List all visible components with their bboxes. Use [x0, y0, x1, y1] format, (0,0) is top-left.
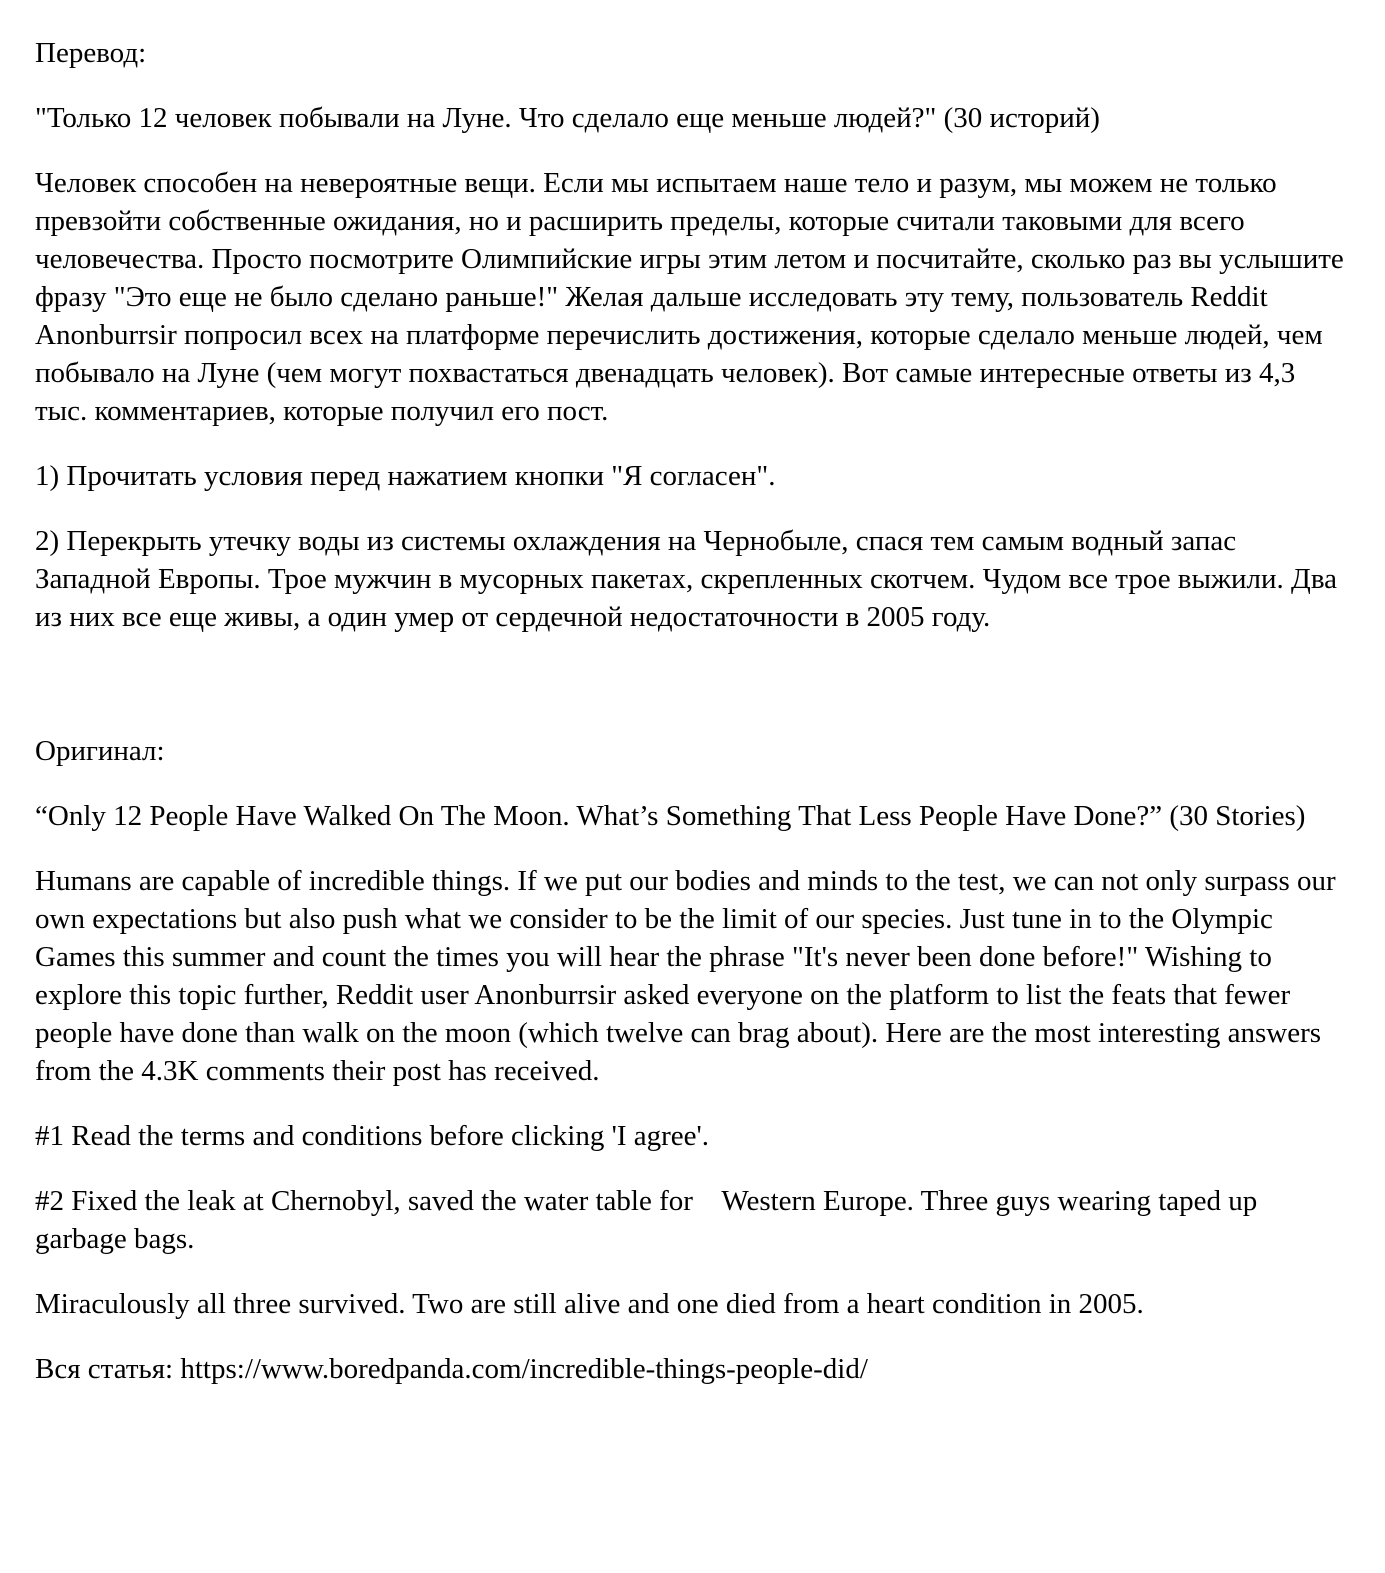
translation-list-item-1: 1) Прочитать условия перед нажатием кнопки "Я согласен".: [35, 460, 776, 492]
original-label: Оригинал:: [35, 735, 165, 767]
translation-body-paragraph: Человек способен на невероятные вещи. Если мы испытаем наше тело и разум, мы можем не только превзойти собственные ожидания, но и расширить пределы, которые считали таковыми для всего человечества. Просто посмотрите Олимпийские игры этим летом и посчитайте, сколько раз вы услышите фразу "Это еще не было сделано раньше!" Желая дальше исследовать эту тему, пользователь Reddit Anonburrsir попросил всех на платформе перечислить достижения, которые сделало меньше людей, чем побывало на Луне (чем могут похвастаться двенадцать человек). Вот самые интересные ответы из 4,3 тыс. комментариев, которые получил его пост.: [35, 167, 1352, 427]
translation-list-item-2: 2) Перекрыть утечку воды из системы охлаждения на Чернобыле, спася тем самым водный запас Западной Европы. Трое мужчин в мусорных пакетах, скрепленных скотчем. Чудом все трое выжили. Два из них все еще живы, а один умер от сердечной недостаточности в 2005 году.: [35, 525, 1345, 633]
full-article-link-line: Вся статья: https://www.boredpanda.com/incredible-things-people-did/: [35, 1353, 868, 1385]
original-list-item-1: #1 Read the terms and conditions before clicking 'I agree'.: [35, 1120, 709, 1152]
original-title: “Only 12 People Have Walked On The Moon. What’s Something That Less People Have Done?” (30 Stories): [35, 800, 1306, 832]
translation-title: "Только 12 человек побывали на Луне. Что сделало еще меньше людей?" (30 историй): [35, 102, 1100, 134]
original-list-item-2: #2 Fixed the leak at Chernobyl, saved the water table for Western Europe. Three guys wearing taped up garbage bags.: [35, 1185, 1265, 1255]
translation-label: Перевод:: [35, 37, 147, 69]
original-list-item-2-continuation: Miraculously all three survived. Two are still alive and one died from a heart condition in 2005.: [35, 1288, 1144, 1320]
original-body-paragraph: Humans are capable of incredible things. If we put our bodies and minds to the test, we can not only surpass our own expectations but also push what we consider to be the limit of our species. Just tune in to the Olympic Games this summer and count the times you will hear the phrase "It's never been done before!" Wishing to explore this topic further, Reddit user Anonburrsir asked everyone on the platform to list the feats that fewer people have done than walk on the moon (which twelve can brag about). Here are the most interesting answers from the 4.3K comments their post has received.: [35, 865, 1343, 1087]
